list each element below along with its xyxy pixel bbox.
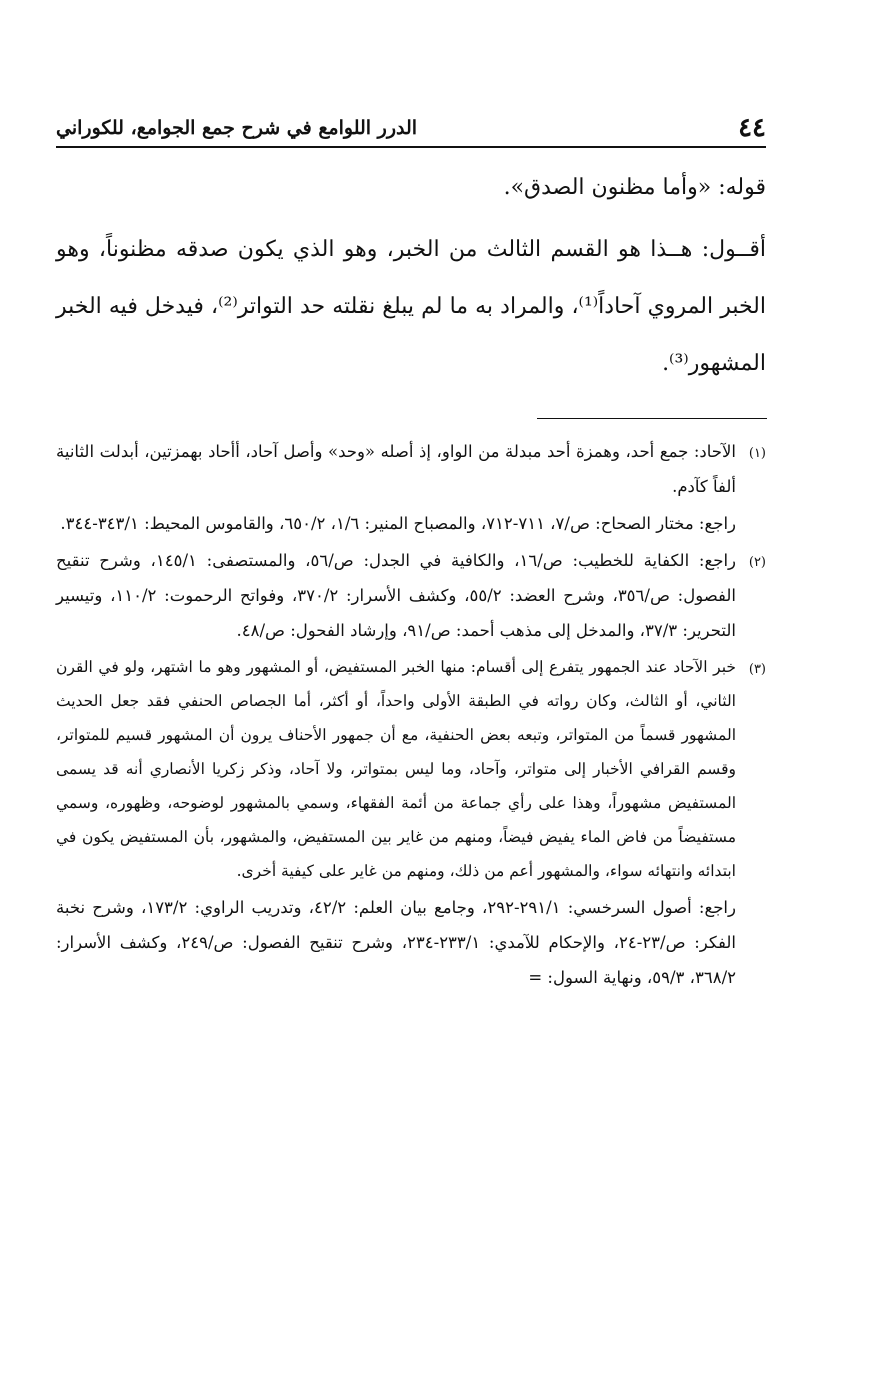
footnote-references: راجع: الكفاية للخطيب: ص/١٦، والكافية في الجدل: ص/٥٦، والمستصفى: ١٤٥/١، وشرح تنقيح الفصول: ص/٣٥٦، وشرح العضد: ٥٥/٢، وكشف الأسرار: ٣٧٠/٢، وفواتح الرحموت: ١١٠/٢، وتيسير التحرير: ٣٧/٣، والمدخل إلى مذهب أحمد: ص/٩١، وإرشاد الفحول: ص/٤٨. xyxy=(56,551,736,640)
running-title: الدرر اللوامع في شرح جمع الجوامع، للكوراني xyxy=(56,117,418,139)
footnote-2 xyxy=(56,543,766,648)
footnote-1 xyxy=(56,434,766,541)
page-header xyxy=(56,108,766,148)
footnote-text: الآحاد: جمع أحد، وهمزة أحد مبدلة من الواو، إذ أصله «وحد» وأصل آحاد، أأحاد بهمزتين، أبدلت الثانية ألفاً كآدم. xyxy=(56,442,736,496)
footnote-references: راجع: مختار الصحاح: ص/٧، ٧١١-٧١٢، والمصباح المنير: ١/٦، ٦٥٠/٢، والقاموس المحيط: ٣٤٣/١-٣٤٤. xyxy=(60,514,736,533)
footnote-number: (٢) xyxy=(748,555,766,570)
footnote-separator xyxy=(537,418,767,419)
footnote-3 xyxy=(56,650,766,995)
main-text xyxy=(56,165,766,392)
footnote-number: (١) xyxy=(748,446,766,461)
footnote-text: خبر الآحاد عند الجمهور يتفرع إلى أقسام: منها الخبر المستفيض، أو المشهور وهو ما اشتهر، ولو في القرن الثاني، أو الثالث، وكان رواته في الطبقة الأولى واحداً، أو أكثر، أما الجصاص الحنفي فقد جعل الحديث المشهور قسماً من المتواتر، وتبعه بعض الحنفية، مع أن جمهور الأحناف يرون أن المشهور قسيم للمتواتر، وقسم القرافي الأخبار إلى متواتر، وآحاد، وما ليس بمتواتر، ولا آحاد، وذكر زكريا الأنصاري أنه قد يسمى المستفيض مشهوراً، وهذا على رأي جماعة من أئمة الفقهاء، وسمي بالمشهور لوضوحه، وظهوره، وسمي مستفيضاً من فاض الماء يفيض فيضاً، ومنهم من غاير بين المستفيض، والمشهور، بأن المستفيض يكون في ابتدائه وانتهائه سواء، والمشهور أعم من ذلك، ومنهم من غاير على كيفية أخرى. xyxy=(56,658,736,880)
footnote-number: (٣) xyxy=(748,662,766,677)
quoted-matn: قوله: «وأما مظنون الصدق». xyxy=(503,175,766,200)
footnotes xyxy=(56,434,766,997)
footnote-references: راجع: أصول السرخسي: ٢٩١/١-٢٩٢، وجامع بيان العلم: ٤٢/٢، وتدريب الراوي: ١٧٣/٢، وشرح نخبة الفكر: ص/٢٣-٢٤، والإحكام للآمدي: ٢٣٣/١-٢٣٤، وشرح تنقيح الفصول: ص/٢٤٩، وكشف الأسرار: ٣٦٨/٢، ٥٩/٣، ونهاية السول: = xyxy=(56,898,736,987)
commentary-paragraph: أقــول: هــذا هو القسم الثالث من الخبر، وهو الذي يكون صدقه مظنوناً، وهو الخبر المروي آحاداً⁽¹⁾، والمراد به ما لم يبلغ نقلته حد التواتر⁽²⁾، فيدخل فيه الخبر المشهور⁽³⁾. xyxy=(56,237,766,376)
page-number: ٤٤ xyxy=(738,113,766,143)
